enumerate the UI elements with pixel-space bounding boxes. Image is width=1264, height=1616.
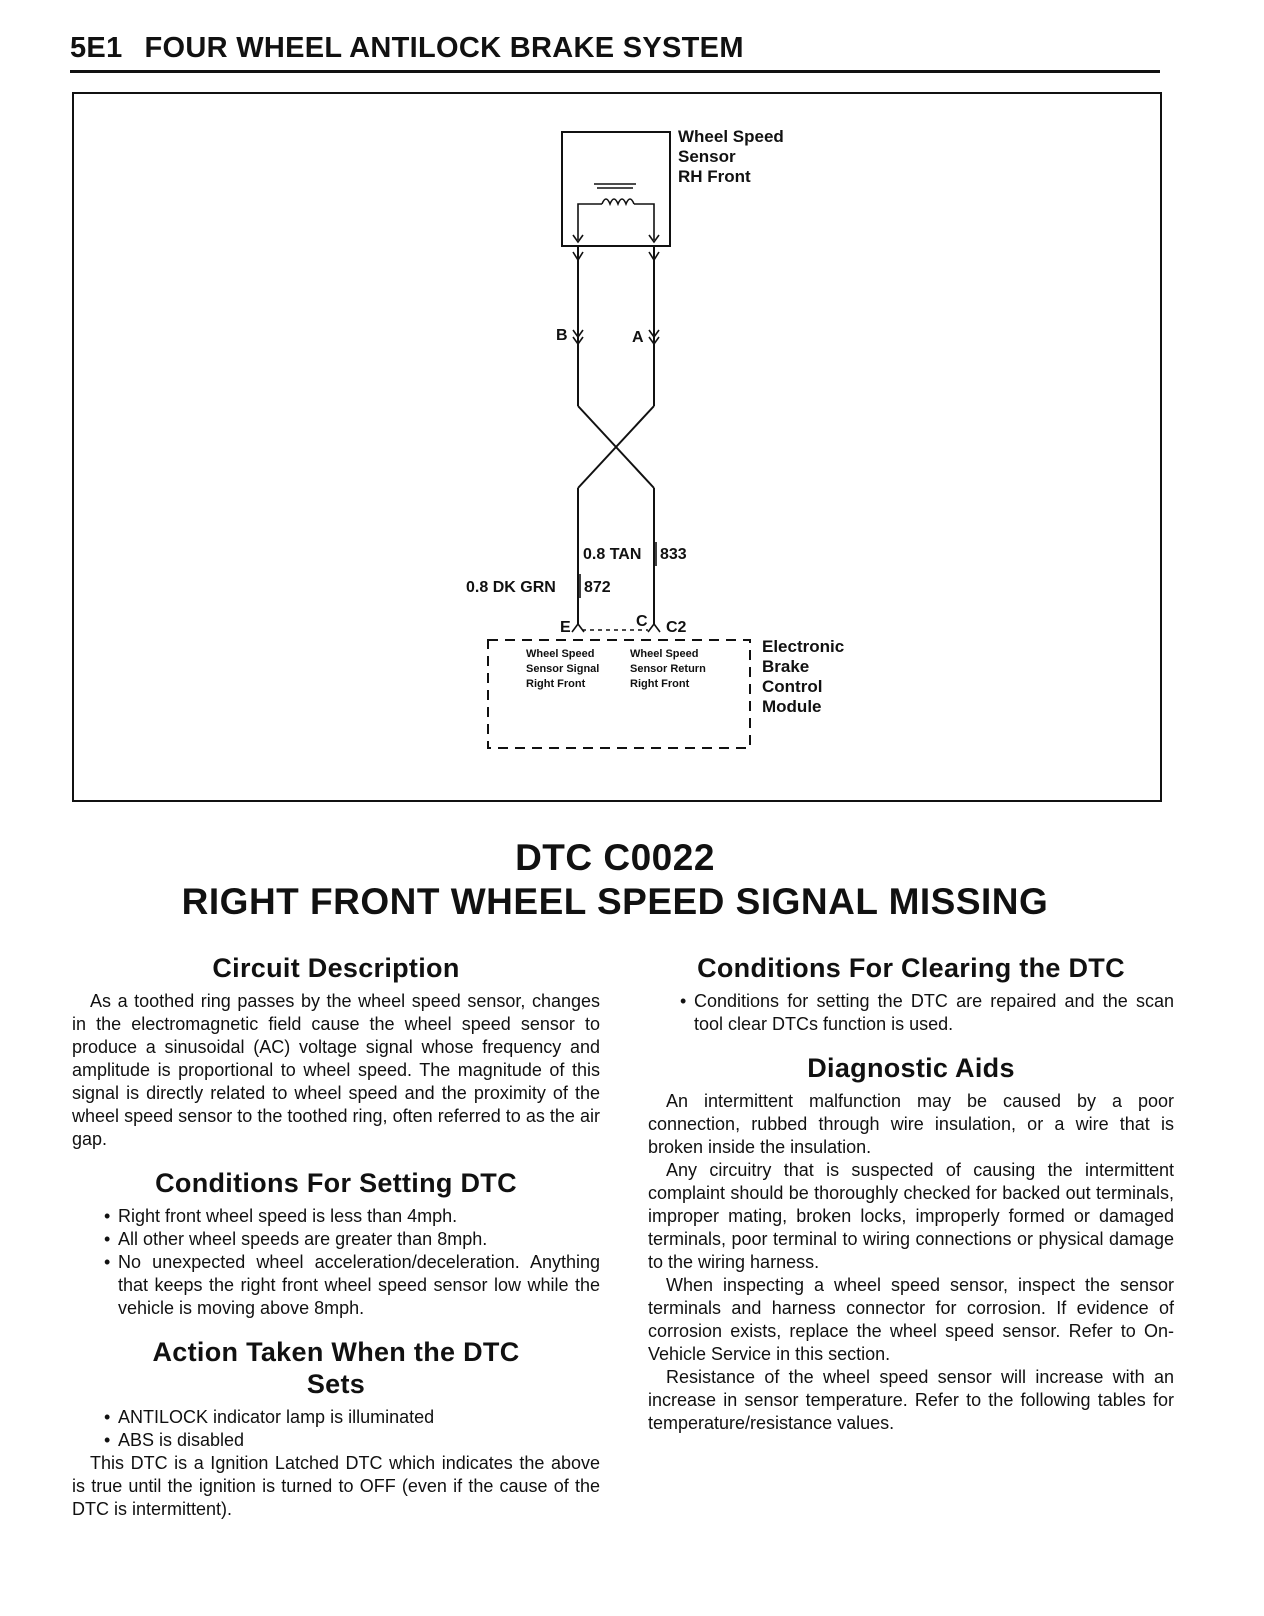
conditions-clearing-list	[648, 990, 1174, 1036]
sensor-pin-arrows	[573, 235, 659, 344]
section-title: FOUR WHEEL ANTILOCK BRAKE SYSTEM	[144, 32, 744, 64]
pin-b-label: B	[556, 327, 568, 344]
pin-a-label: A	[632, 329, 644, 346]
wiring-diagram	[72, 92, 1162, 802]
action-taken-list	[72, 1406, 600, 1452]
page-header	[70, 32, 1160, 65]
list-item: • ANTILOCK indicator lamp is illuminated	[72, 1406, 600, 1429]
svg-text:Right Front: Right Front	[630, 678, 690, 690]
sensor-coil-icon	[578, 184, 654, 240]
svg-text:Right Front: Right Front	[526, 678, 586, 690]
section-number: 5E1	[70, 32, 123, 64]
terminal-signal-label	[526, 648, 599, 690]
connector-label: C2	[666, 619, 687, 636]
svg-text:Electronic: Electronic	[762, 637, 845, 656]
diagnostic-aids-paragraph: When inspecting a wheel speed sensor, inspect the sensor terminals and harness connector for corrosion. If evidence of corrosion exists, replace the wheel speed sensor. Refer to On-Vehicle Service in this section.	[648, 1275, 1174, 1364]
svg-text:Wheel Speed: Wheel Speed	[678, 127, 784, 146]
list-item: • Right front wheel speed is less than 4mph.	[72, 1205, 600, 1228]
conditions-setting-list	[72, 1205, 600, 1320]
dtc-title	[70, 836, 1160, 924]
action-taken-note: This DTC is a Ignition Latched DTC which indicates the above is true until the ignition is turned to OFF (even if the cause of the DTC is intermittent).	[72, 1453, 600, 1519]
sensor-wires	[578, 246, 654, 624]
dtc-name: RIGHT FRONT WHEEL SPEED SIGNAL MISSING	[181, 881, 1049, 922]
diagnostic-aids-heading: Diagnostic Aids	[807, 1053, 1015, 1083]
module-label	[762, 637, 844, 716]
list-item: • Conditions for setting the DTC are repaired and the scan tool clear DTCs function is used.	[648, 990, 1174, 1036]
wire-tan-label: 0.8 TAN	[583, 546, 642, 563]
diagnostic-aids-paragraph: An intermittent malfunction may be caused by a poor connection, rubbed through wire insulation, or a wire that is broken inside the insulation.	[648, 1091, 1174, 1157]
svg-text:Wheel Speed: Wheel Speed	[526, 648, 595, 660]
sensor-label	[678, 127, 784, 186]
wire-green-label: 0.8 DK GRN	[466, 579, 556, 596]
diagnostic-aids-paragraph: Resistance of the wheel speed sensor will increase with an increase in sensor temperature. Refer to the following tables for temperature/resistance values.	[648, 1367, 1174, 1433]
pin-c-label: C	[636, 613, 648, 630]
circuit-description-text: As a toothed ring passes by the wheel speed sensor, changes in the electromagnetic field cause the wheel speed sensor to produce a sinusoidal (AC) voltage signal whose frequency and amplitude is proportional to wheel speed. The magnitude of this signal is directly related to wheel speed and the proximity of the wheel speed sensor to the toothed ring, often referred to as the air gap.	[72, 991, 600, 1149]
list-item: • ABS is disabled	[72, 1429, 600, 1452]
circuit-description-heading: Circuit Description	[212, 953, 460, 983]
conditions-setting-heading: Conditions For Setting DTC	[155, 1168, 517, 1198]
left-column	[72, 952, 600, 1521]
pin-e-label: E	[560, 619, 571, 636]
svg-text:Control: Control	[762, 677, 823, 696]
wire-tan-circuit: 833	[660, 546, 687, 563]
wire-green-circuit: 872	[584, 579, 611, 596]
svg-text:Brake: Brake	[762, 657, 810, 676]
svg-text:Module: Module	[762, 697, 822, 716]
svg-text:Sensor Return: Sensor Return	[630, 663, 706, 675]
right-column	[648, 952, 1174, 1435]
terminal-return-label	[630, 648, 706, 690]
list-item: • All other wheel speeds are greater than 8mph.	[72, 1228, 600, 1251]
diagnostic-aids-paragraph: Any circuitry that is suspected of causing the intermittent complaint should be thoroughly checked for backed out terminals, improper mating, broken locks, improperly formed or damaged terminals, poor terminal to wiring connections or physical damage to the wiring harness.	[648, 1160, 1174, 1272]
list-item: • No unexpected wheel acceleration/deceleration. Anything that keeps the right front wheel speed sensor low while the vehicle is moving above 8mph.	[72, 1251, 600, 1320]
svg-text:RH Front: RH Front	[678, 167, 751, 186]
conditions-clearing-heading: Conditions For Clearing the DTC	[697, 953, 1125, 983]
svg-text:Sensor Signal: Sensor Signal	[526, 663, 600, 675]
svg-text:Sensor: Sensor	[678, 147, 736, 166]
action-taken-heading: Action Taken When the DTC Sets	[152, 1337, 520, 1399]
header-rule	[70, 70, 1160, 73]
svg-text:Wheel Speed: Wheel Speed	[630, 648, 699, 660]
dtc-code: DTC C0022	[515, 837, 715, 878]
